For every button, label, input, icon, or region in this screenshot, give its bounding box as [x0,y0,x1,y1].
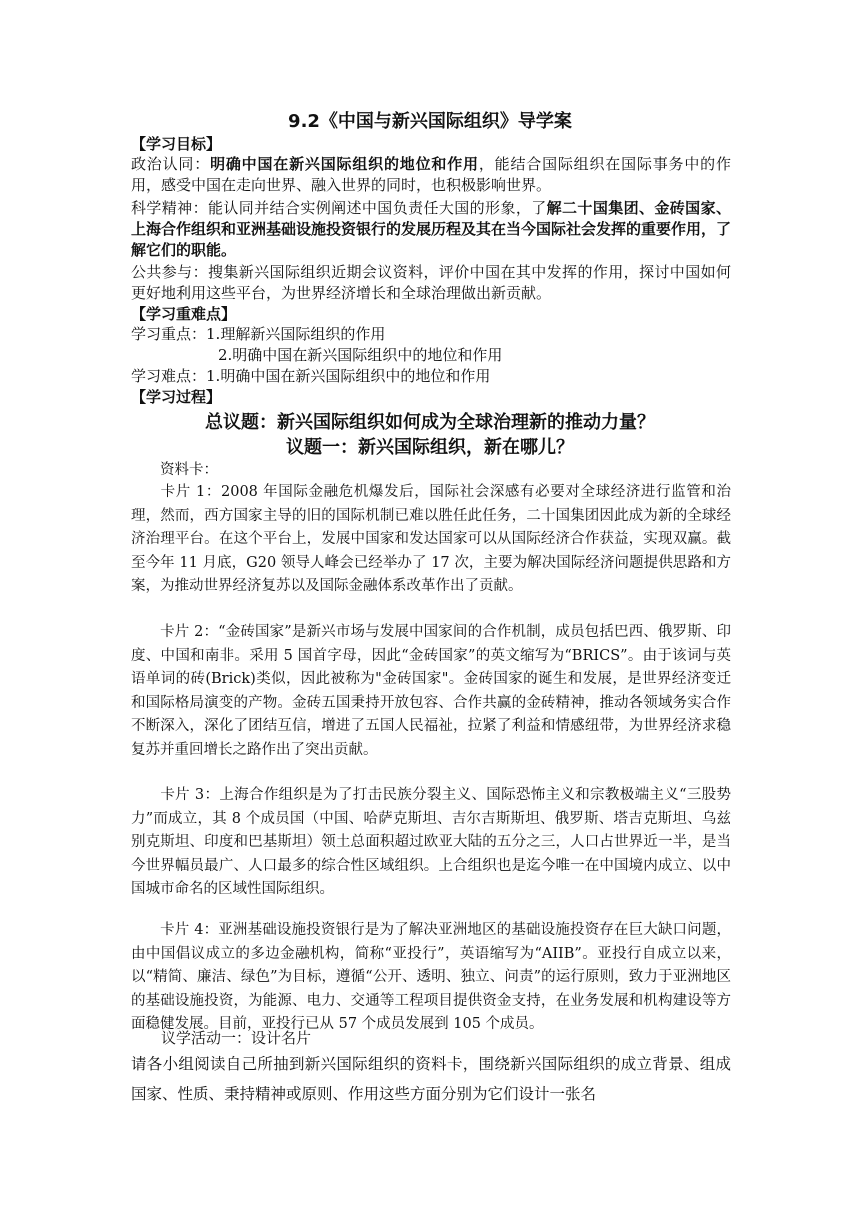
section-heading-key-points: 【学习重难点】 [131,305,237,323]
activity-instructions: 请各小组阅读自己所抽到新兴国际组织的资料卡，围绕新兴国际组织的成立背景、组成国家、性质、秉持精神或原则、作用这些方面分别为它们设计一张名 [131,1055,731,1103]
difficulty-item: 1.明确中国在新兴国际组织中的地位和作用 [206,367,491,385]
goal-text: ，能结合国际组织在国际事务中的作用，感受中国在走向世界、融入世界的同时，也积极影响世界。 [131,155,731,194]
card-2 [131,621,731,762]
main-topic: 总议题：新兴国际组织如何成为全球治理新的推动力量？ [205,412,655,433]
card-4 [131,919,731,1037]
card-1 [131,481,731,599]
focus-label: 学习重点： [131,325,207,343]
goal-participation [131,262,731,304]
activity-title: 议学活动一：设计名片 [161,1029,312,1047]
difficulty-label: 学习难点： [131,367,207,385]
goal-label: 科学精神： [131,199,208,217]
focus-item: 1.理解新兴国际组织的作用 [206,325,386,343]
focus-line-1 [131,324,731,344]
goal-label: 公共参与： [131,263,208,281]
goal-text: 搜集新兴国际组织近期会议资料，评价中国在其中发挥的作用，探讨中国如何更好地利用这些平台，为世界经济增长和全球治理做出新贡献。 [131,263,731,302]
difficulty-line [131,366,731,386]
topic-one: 议题一：新兴国际组织，新在哪儿？ [286,437,574,458]
section-heading-goals: 【学习目标】 [131,135,222,153]
goal-political [131,154,731,196]
document-title: 9.2《中国与新兴国际组织》导学案 [288,111,572,132]
resource-label: 资料卡： [160,462,218,478]
card-4-text: 卡片 4：亚洲基础设施投资银行是为了解决亚洲地区的基础设施投资存在巨大缺口问题，由中国倡议成立的多边金融机构，简称“亚投行”，英语缩写为“AIIB”。亚投行自成立以来，以“精简、廉洁、绿色”为目标，遵循“公开、透明、独立、问责”的运行原则，致力于亚洲地区的基础设施投资，为能源、电力、交通等工程项目提供资金支持，在业务发展和机构建设等方面稳健发展。目前，亚投行已从 57 个成员发展到 105 个成员。 [131,922,731,1032]
card-1-text: 卡片 1：2008 年国际金融危机爆发后，国际社会深感有必要对全球经济进行监管和治理，然而，西方国家主导的旧的国际机制已难以胜任此任务，二十国集团因此成为新的全球经济治理平台。在这个平台上，发展中国家和发达国家可以从国际经济合作获益，实现双赢。截至今年 11 月底，G20 领导人峰会已经举办了 17 次，主要为解决国际经济问题提供思路和方案，为推动世界经济复苏以及国际金融体系改革作出了贡献。 [131,484,731,594]
goal-emphasis: 明确中国在新兴国际组织的地位和作用 [210,155,479,173]
goal-text: 能认同并结合实例阐述中国负责任大国的形象，了 [207,199,547,217]
goal-label: 政治认同： [131,155,211,173]
focus-line-2: 2.明确中国在新兴国际组织中的地位和作用 [218,346,503,364]
card-2-text: 卡片 2：“金砖国家”是新兴市场与发展中国家间的合作机制，成员包括巴西、俄罗斯、印度、中国和南非。采用 5 国首字母，因此“金砖国家”的英文缩写为“BRICS”。由于该词与英语单词的砖(Brick)类似，因此被称为"金砖国家"。金砖国家的诞生和发展，是世界经济变迁和国际格局演变的产物。金砖五国秉持开放包容、合作共赢的金砖精神，推动各领域务实合作不断深入，深化了团结互信，增进了五国人民福祉，拉紧了利益和情感纽带，为世界经济求稳复苏并重回增长之路作出了突出贡献。 [131,624,731,758]
goal-scientific [131,198,731,261]
card-3-text: 卡片 3：上海合作组织是为了打击民族分裂主义、国际恐怖主义和宗教极端主义“三股势力”而成立，其 8 个成员国（中国、哈萨克斯坦、吉尔吉斯斯坦、俄罗斯、塔吉克斯坦、乌兹别克斯坦、印度和巴基斯坦）领土总面积超过欧亚大陆的五分之三，人口占世界近一半，是当今世界幅员最广、人口最多的综合性区域组织。上合组织也是迄今唯一在中国境内成立、以中国城市命名的区域性国际组织。 [131,787,731,897]
goal-emphasis: 解二十国集团、金砖国家、上海合作组织和亚洲基础设施投资银行的发展历程及其在当今国际社会发挥的重要作用，了解它们的职能。 [131,199,732,259]
section-heading-process: 【学习过程】 [131,388,222,406]
card-3 [131,784,731,902]
